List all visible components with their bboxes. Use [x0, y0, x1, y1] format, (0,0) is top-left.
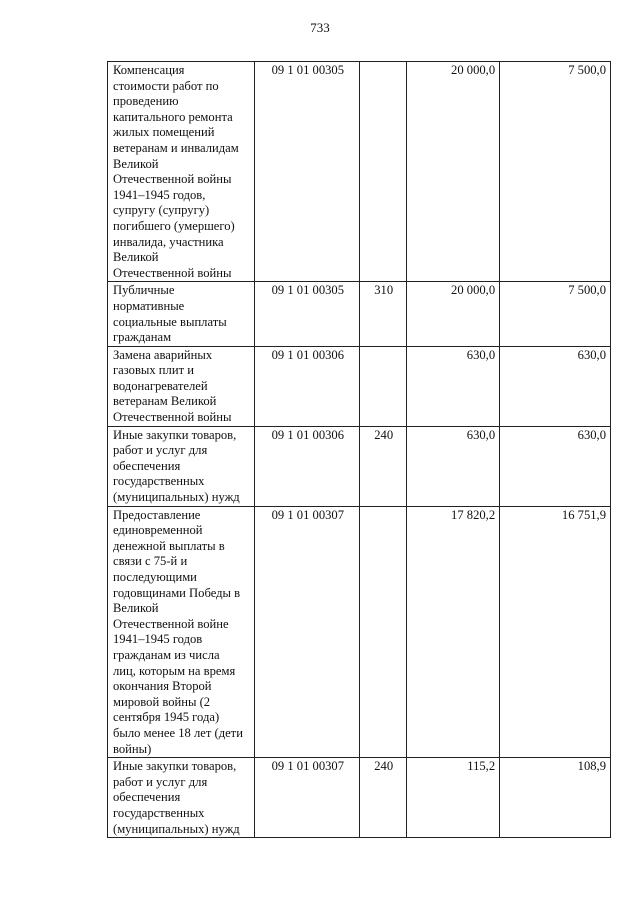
expense-type-cell: 310: [360, 282, 407, 346]
amount-first-cell: 17 820,2: [407, 506, 500, 758]
expense-name-cell: Иные закупки товаров, работ и услуг для обеспечения государственных (муниципальных) нужд: [108, 426, 255, 506]
expense-name-cell: Замена аварийных газовых плит и водонагревателей ветеранам Великой Отечественной войны: [108, 346, 255, 426]
target-code-cell: 09 1 01 00306: [255, 426, 360, 506]
table-row: [108, 758, 611, 838]
expense-type-cell: [360, 346, 407, 426]
amount-second-cell: 630,0: [500, 426, 611, 506]
amount-second-cell: 7 500,0: [500, 62, 611, 282]
amount-first-cell: 115,2: [407, 758, 500, 838]
amount-second-cell: 16 751,9: [500, 506, 611, 758]
amount-first-cell: 630,0: [407, 426, 500, 506]
amount-second-cell: 108,9: [500, 758, 611, 838]
target-code-cell: 09 1 01 00305: [255, 62, 360, 282]
expense-name-cell: Компенсация стоимости работ по проведению капитального ремонта жилых помещений ветеранам и инвалидам Великой Отечественной войны 1941–1945 годов, супругу (супругу) погибшего (умершего) инвалида, участника Великой Отечественной войны: [108, 62, 255, 282]
expense-name-cell: Публичные нормативные социальные выплаты гражданам: [108, 282, 255, 346]
table-row: [108, 282, 611, 346]
budget-table: [107, 61, 611, 838]
amount-second-cell: 7 500,0: [500, 282, 611, 346]
table-row: [108, 426, 611, 506]
expense-type-cell: 240: [360, 426, 407, 506]
expense-name-cell: Предоставление единовременной денежной выплаты в связи с 75-й и последующими годовщинами Победы в Великой Отечественной войне 1941–1945 годов гражданам из числа лиц, которым на время окончания Второй мировой войны (2 сентября 1945 года) было менее 18 лет (дети войны): [108, 506, 255, 758]
target-code-cell: 09 1 01 00307: [255, 506, 360, 758]
amount-first-cell: 20 000,0: [407, 62, 500, 282]
target-code-cell: 09 1 01 00307: [255, 758, 360, 838]
expense-type-cell: [360, 506, 407, 758]
expense-name-cell: Иные закупки товаров, работ и услуг для обеспечения государственных (муниципальных) нужд: [108, 758, 255, 838]
target-code-cell: 09 1 01 00306: [255, 346, 360, 426]
table-row: [108, 506, 611, 758]
amount-first-cell: 630,0: [407, 346, 500, 426]
amount-first-cell: 20 000,0: [407, 282, 500, 346]
page-number: 733: [310, 20, 330, 35]
target-code-cell: 09 1 01 00305: [255, 282, 360, 346]
table-row: [108, 346, 611, 426]
expense-type-cell: [360, 62, 407, 282]
expense-type-cell: 240: [360, 758, 407, 838]
table-row: [108, 62, 611, 282]
amount-second-cell: 630,0: [500, 346, 611, 426]
